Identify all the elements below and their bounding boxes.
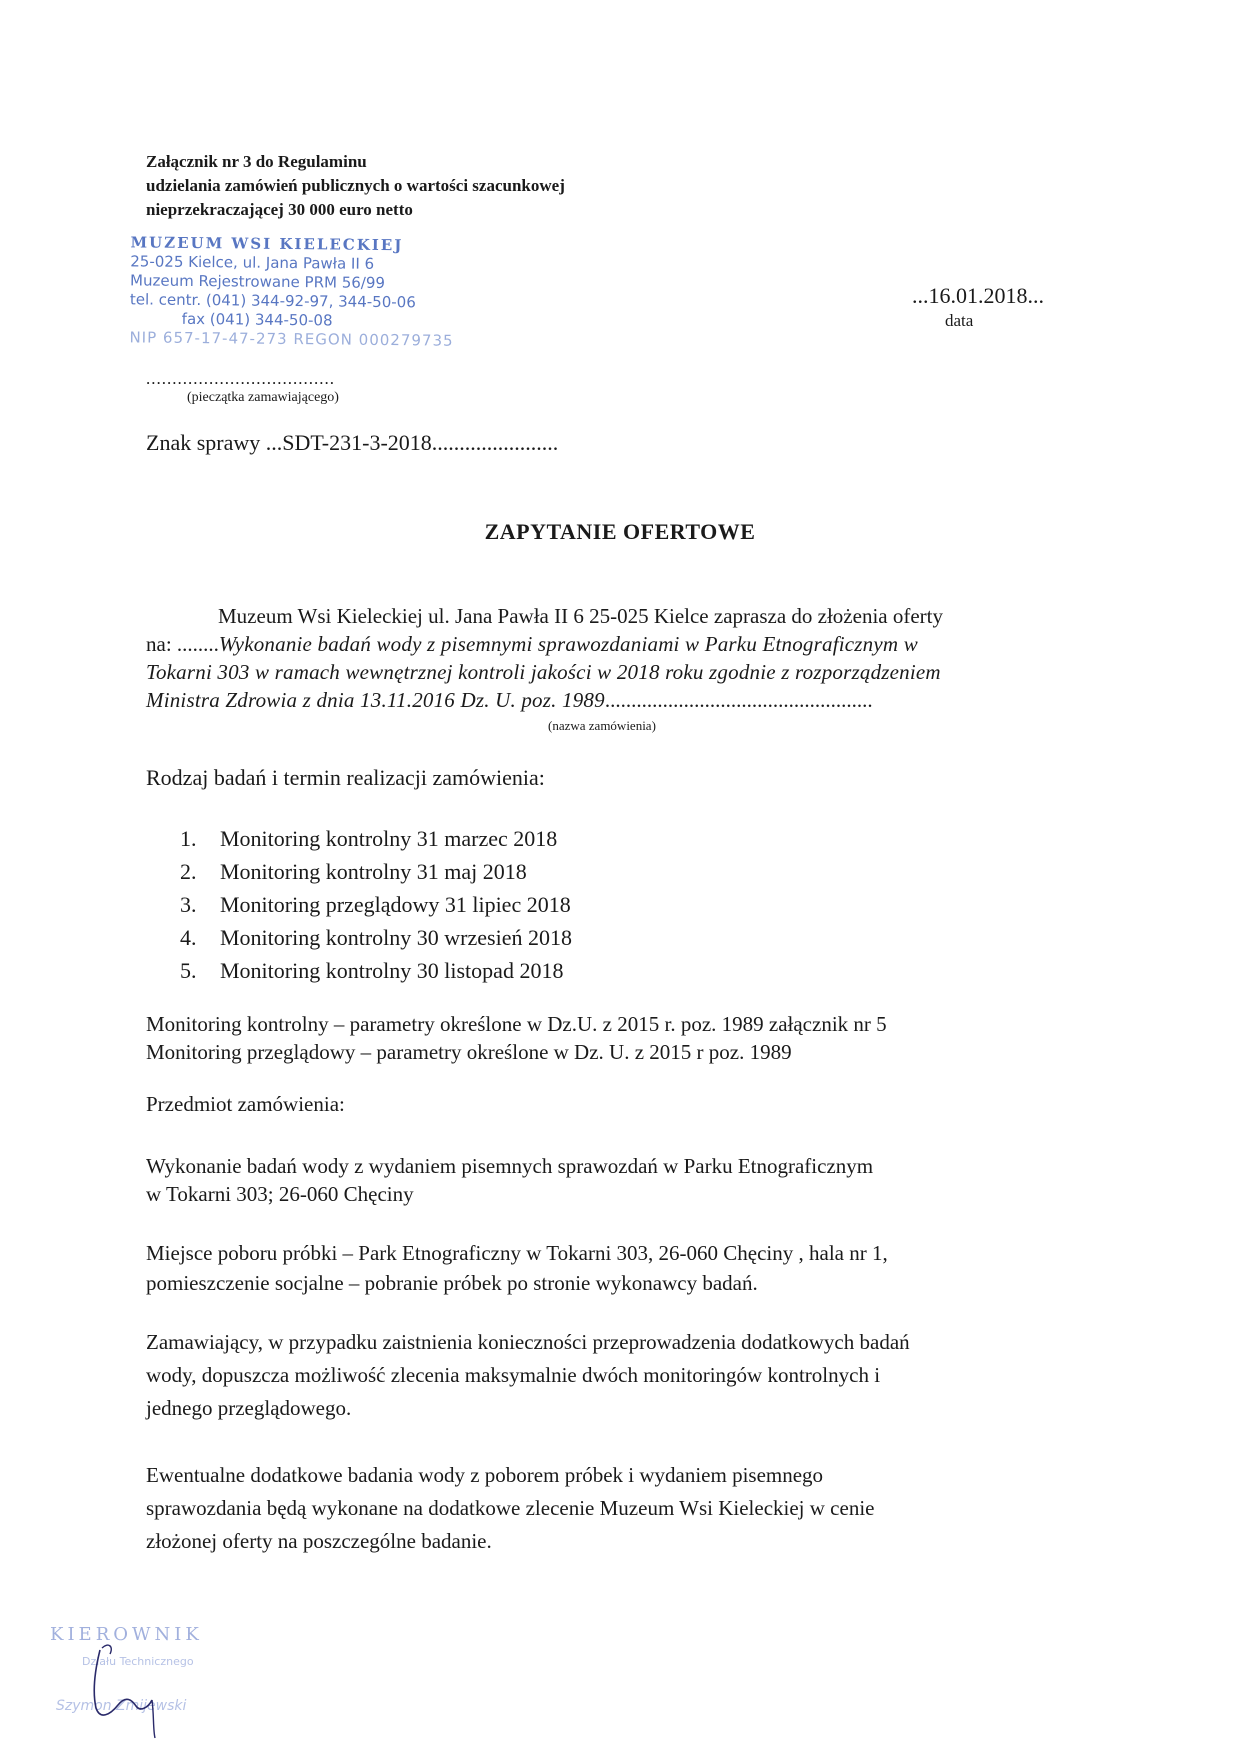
regulation-header bbox=[146, 150, 565, 222]
stamp-caption: (pieczątka zamawiającego) bbox=[187, 390, 339, 405]
body-line: w Tokarni 303; 26-060 Chęciny bbox=[146, 1182, 414, 1206]
types-heading: Rodzaj badań i termin realizacji zamówienia: bbox=[146, 765, 545, 790]
stamp-line: MUZEUM WSI KIELECKIEJ bbox=[130, 233, 404, 255]
subject-body bbox=[146, 1152, 1106, 1208]
body-line: Zamawiający, w przypadku zaistnienia konieczności przeprowadzenia dodatkowych badań bbox=[146, 1330, 910, 1354]
order-subject: Tokarni 303 w ramach wewnętrznej kontroli jakości w 2018 roku zgodnie z rozporządzeniem bbox=[146, 660, 941, 684]
signature-stamp bbox=[40, 1620, 250, 1740]
list-number: 1. bbox=[180, 826, 197, 851]
list-number: 5. bbox=[180, 958, 197, 983]
header-line: Załącznik nr 3 do Regulaminu bbox=[146, 152, 367, 171]
list-text: Monitoring kontrolny 30 wrzesień 2018 bbox=[220, 925, 572, 950]
organization-stamp bbox=[129, 233, 454, 350]
body-line: Miejsce poboru próbki – Park Etnograficzny w Tokarni 303, 26-060 Chęciny , hala nr 1, bbox=[146, 1241, 888, 1265]
document-date: ...16.01.2018... bbox=[912, 283, 1044, 308]
list-text: Monitoring kontrolny 30 listopad 2018 bbox=[220, 958, 564, 983]
list-text: Monitoring kontrolny 31 maj 2018 bbox=[220, 859, 527, 884]
subject-heading: Przedmiot zamówienia: bbox=[146, 1092, 345, 1116]
body-line: złożonej oferty na poszczególne badanie. bbox=[146, 1529, 492, 1553]
body-line: Wykonanie badań wody z wydaniem pisemnych sprawozdań w Parku Etnograficznym bbox=[146, 1154, 874, 1178]
body-line: sprawozdania będą wykonane na dodatkowe zlecenie Muzeum Wsi Kieleckiej w cenie bbox=[146, 1496, 875, 1520]
stamp-line: tel. centr. (041) 344-92-97, 344-50-06 bbox=[129, 290, 416, 312]
list-item bbox=[180, 822, 572, 855]
trailing-dots: ................................................... bbox=[604, 688, 873, 712]
signature-loop bbox=[102, 1645, 111, 1654]
sampling-paragraph bbox=[146, 1238, 1106, 1298]
list-number: 3. bbox=[180, 892, 197, 917]
case-number: Znak sprawy ...SDT-231-3-2018....................... bbox=[146, 430, 559, 455]
body-line: Ewentualne dodatkowe badania wody z poborem próbek i wydaniem pisemnego bbox=[146, 1463, 824, 1487]
list-number: 4. bbox=[180, 925, 197, 950]
intro-text: Muzeum Wsi Kieleckiej ul. Jana Pawła II 6 25-025 Kielce zaprasza do złożenia oferty bbox=[218, 604, 943, 628]
body-line: wody, dopuszcza możliwość zlecenia maksymalnie dwóch monitoringów kontrolnych i bbox=[146, 1363, 881, 1387]
intro-subject-line-2 bbox=[146, 658, 1096, 686]
body-line: pomieszczenie socjalne – pobranie próbek po stronie wykonawcy badań. bbox=[146, 1271, 758, 1295]
param-line: Monitoring kontrolny – parametry określone w Dz.U. z 2015 r. poz. 1989 załącznik nr 5 bbox=[146, 1012, 887, 1036]
intro-subject-line-1 bbox=[146, 630, 1096, 658]
monitoring-list bbox=[180, 822, 572, 987]
intro-paragraph bbox=[146, 602, 1096, 714]
list-item bbox=[180, 855, 572, 888]
list-text: Monitoring kontrolny 31 marzec 2018 bbox=[220, 826, 558, 851]
order-subject: Wykonanie badań wody z pisemnymi sprawozdaniami w Parku Etnograficznym w bbox=[218, 632, 918, 656]
body-line: jednego przeglądowego. bbox=[146, 1396, 352, 1420]
signature-stamp-name: Szymon Zmijewski bbox=[56, 1698, 187, 1714]
signature-stamp-dept: Działu Technicznego bbox=[82, 1655, 194, 1668]
header-line: nieprzekraczającej 30 000 euro netto bbox=[146, 200, 413, 219]
parameters-paragraph bbox=[146, 1010, 887, 1066]
stamp-dotted-line: .................................... bbox=[146, 369, 335, 388]
stamp-line: fax (041) 344-50-08 bbox=[181, 309, 333, 330]
stamp-line: 25-025 Kielce, ul. Jana Pawła II 6 bbox=[130, 252, 375, 273]
stamp-line: NIP 657-17-47-273 REGON 000279735 bbox=[129, 328, 454, 350]
order-name-caption: (nazwa zamówienia) bbox=[548, 718, 656, 733]
header-line: udzielania zamówień publicznych o wartości szacunkowej bbox=[146, 176, 565, 195]
additional-tests-paragraph bbox=[146, 1326, 1106, 1425]
list-item bbox=[180, 954, 572, 987]
list-number: 2. bbox=[180, 859, 197, 884]
intro-subject-line-3 bbox=[146, 686, 1096, 714]
list-text: Monitoring przeglądowy 31 lipiec 2018 bbox=[220, 892, 571, 917]
list-item bbox=[180, 921, 572, 954]
document-title: ZAPYTANIE OFERTOWE bbox=[484, 519, 756, 544]
intro-na: na: ........ bbox=[146, 632, 219, 656]
stamp-line: Muzeum Rejestrowane PRM 56/99 bbox=[130, 271, 386, 292]
signature-stamp-title: KIEROWNIK bbox=[50, 1624, 203, 1645]
param-line: Monitoring przeglądowy – parametry określone w Dz. U. z 2015 r poz. 1989 bbox=[146, 1040, 792, 1064]
list-item bbox=[180, 888, 572, 921]
order-subject: Ministra Zdrowia z dnia 13.11.2016 Dz. U. poz. 1989 bbox=[146, 688, 605, 712]
extra-tests-paragraph bbox=[146, 1459, 1106, 1558]
date-label: data bbox=[945, 311, 974, 330]
